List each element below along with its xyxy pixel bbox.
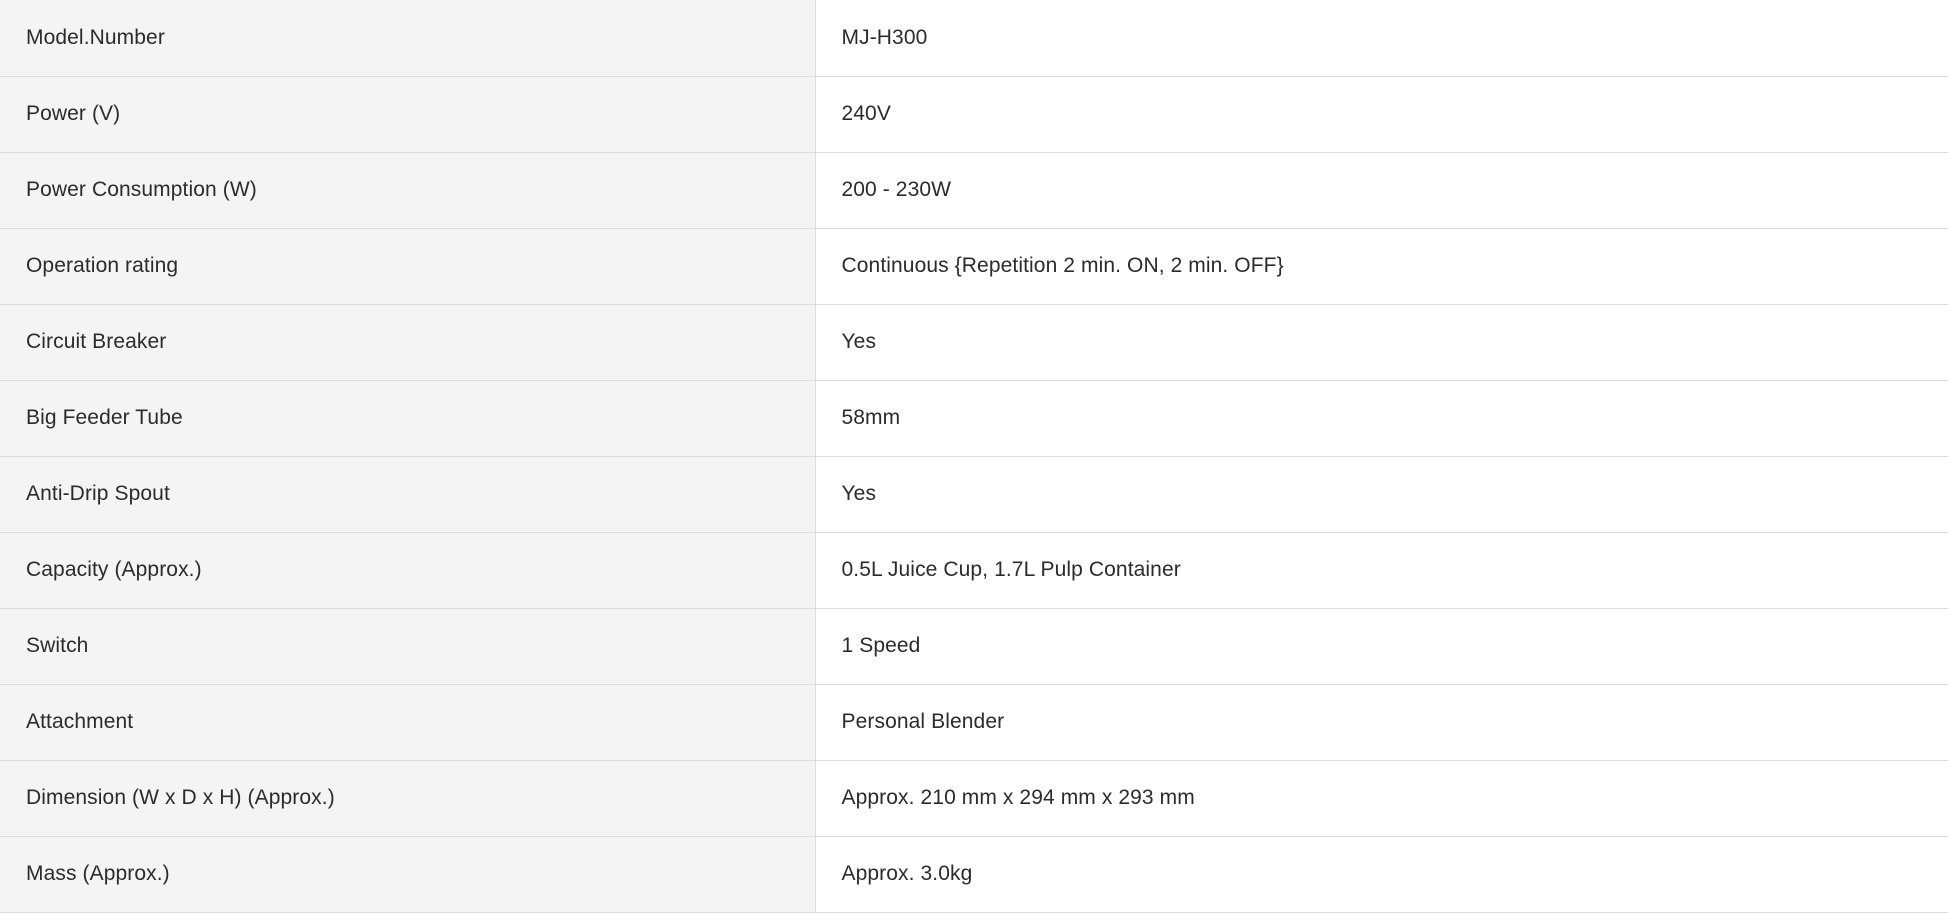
table-row [0, 684, 1948, 760]
spec-label: Operation rating [0, 228, 815, 304]
spec-value: Yes [815, 456, 1948, 532]
table-row [0, 456, 1948, 532]
table-row [0, 0, 1948, 76]
spec-value: Approx. 3.0kg [815, 836, 1948, 912]
table-row [0, 304, 1948, 380]
table-row [0, 76, 1948, 152]
table-row [0, 760, 1948, 836]
spec-value: Yes [815, 304, 1948, 380]
spec-value: 58mm [815, 380, 1948, 456]
spec-label: Circuit Breaker [0, 304, 815, 380]
spec-value: 1 Speed [815, 608, 1948, 684]
spec-value: MJ-H300 [815, 0, 1948, 76]
spec-label: Dimension (W x D x H) (Approx.) [0, 760, 815, 836]
spec-value: Approx. 210 mm x 294 mm x 293 mm [815, 760, 1948, 836]
table-row [0, 532, 1948, 608]
table-row [0, 608, 1948, 684]
spec-label: Anti-Drip Spout [0, 456, 815, 532]
spec-label: Model.Number [0, 0, 815, 76]
spec-value: Continuous {Repetition 2 min. ON, 2 min. OFF} [815, 228, 1948, 304]
spec-value: Personal Blender [815, 684, 1948, 760]
spec-label: Attachment [0, 684, 815, 760]
spec-label: Switch [0, 608, 815, 684]
spec-value: 240V [815, 76, 1948, 152]
spec-label: Capacity (Approx.) [0, 532, 815, 608]
table-row [0, 152, 1948, 228]
table-row [0, 228, 1948, 304]
spec-label: Power Consumption (W) [0, 152, 815, 228]
spec-value: 0.5L Juice Cup, 1.7L Pulp Container [815, 532, 1948, 608]
table-row [0, 380, 1948, 456]
spec-label: Power (V) [0, 76, 815, 152]
spec-label: Big Feeder Tube [0, 380, 815, 456]
spec-value: 200 - 230W [815, 152, 1948, 228]
spec-label: Mass (Approx.) [0, 836, 815, 912]
table-row [0, 836, 1948, 912]
